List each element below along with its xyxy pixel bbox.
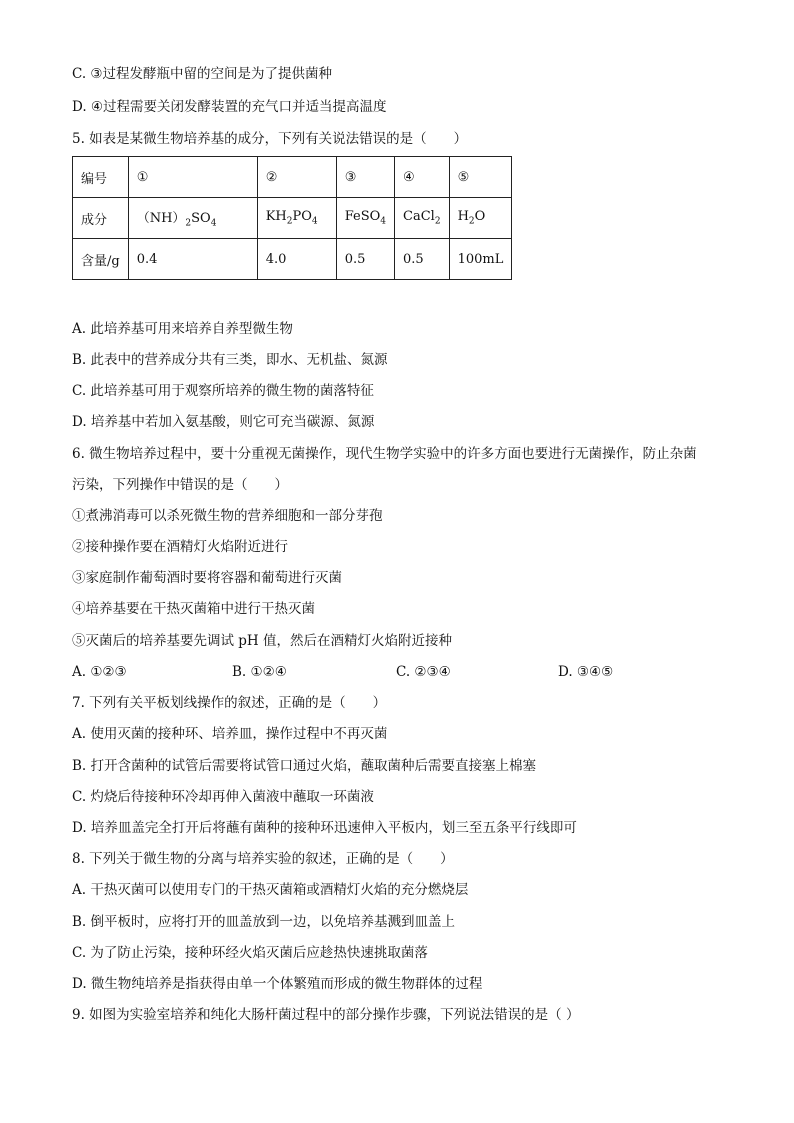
formula-part: PO [292,209,312,225]
q8-option-d: D. 微生物纯培养是指获得由单一个体繁殖而形成的微生物群体的过程 [72,976,483,992]
q5-option-d: D. 培养基中若加入氨基酸，则它可充当碳源、氮源 [72,414,375,430]
q6-statement-3: ③家庭制作葡萄酒时要将容器和葡萄进行灭菌 [72,570,342,586]
table-cell: 0.5 [395,239,450,280]
q6-stem-line1: 6. 微生物培养过程中，要十分重视无菌操作，现代生物学实验中的许多方面也要进行无菌操作，防止杂菌 [72,446,697,462]
formula-subscript: 2 [286,216,293,227]
q5-stem: 5. 如表是某微生物培养基的成分，下列有关说法错误的是（ ） [72,131,468,147]
q6-option-a: A. ①②③ [72,664,127,680]
table-cell: 编号 [73,157,129,198]
table-cell: ⑤ [449,157,512,198]
formula-part: H [457,209,469,225]
q7-option-b: B. 打开含菌种的试管后需要将试管口通过火焰，蘸取菌种后需要直接塞上棉塞 [72,758,537,774]
formula-subscript: 2 [185,218,192,229]
q8-option-c: C. 为了防止污染，接种环经火焰灭菌后应趁热快速挑取菌落 [72,945,428,961]
table-cell: 成分 [73,198,129,239]
q8-option-a: A. 干热灭菌可以使用专门的干热灭菌箱或酒精灯火焰的充分燃烧层 [72,882,469,898]
q6-statement-2: ②接种操作要在酒精灯火焰附近进行 [72,539,288,555]
q6-option-d: D. ③④⑤ [558,664,614,680]
table-row-amount [73,239,512,280]
q6-stem-line2: 污染，下列操作中错误的是（ ） [72,477,288,493]
q7-option-a: A. 使用灭菌的接种环、培养皿，操作过程中不再灭菌 [72,726,388,742]
formula-subscript: 2 [434,216,441,227]
table-cell: ② [257,157,336,198]
q5-option-b: B. 此表中的营养成分共有三类，即水、无机盐、氮源 [72,352,388,368]
table-cell: ④ [395,157,450,198]
medium-composition-table [72,156,512,280]
table-cell: 0.5 [336,239,394,280]
q6-statement-1: ①煮沸消毒可以杀死微生物的营养细胞和一部分芽孢 [72,508,383,524]
table-cell [257,198,336,239]
table-cell: 含量/g [73,239,129,280]
formula-subscript: 4 [380,216,387,227]
formula-part: （NH） [136,211,186,227]
formula-subscript: 4 [210,218,217,229]
q4-option-d: D. ④过程需要关闭发酵装置的充气口并适当提高温度 [72,99,387,115]
formula-part: CaCl [403,209,435,225]
q7-option-d: D. 培养皿盖完全打开后将蘸有菌种的接种环迅速伸入平板内，划三至五条平行线即可 [72,820,577,836]
q4-option-c: C. ③过程发酵瓶中留的空间是为了提供菌种 [72,66,333,82]
q5-option-c: C. 此培养基可用于观察所培养的微生物的菌落特征 [72,383,374,399]
formula-part: SO [191,211,211,227]
q9-stem: 9. 如图为实验室培养和纯化大肠杆菌过程中的部分操作步骤，下列说法错误的是（ ） [72,1007,580,1023]
table-cell: ① [128,157,257,198]
q6-option-b: B. ①②④ [232,664,287,680]
q6-option-c: C. ②③④ [396,664,451,680]
table-cell: 0.4 [128,239,257,280]
q7-stem: 7. 下列有关平板划线操作的叙述，正确的是（ ） [72,695,387,711]
formula-part: KH [265,209,287,225]
table-cell [336,198,394,239]
table-row-components [73,198,512,239]
table-cell: 4.0 [257,239,336,280]
table-cell [128,198,257,239]
q6-statement-4: ④培养基要在干热灭菌箱中进行干热灭菌 [72,601,315,617]
q7-option-c: C. 灼烧后待接种环冷却再伸入菌液中蘸取一环菌液 [72,789,374,805]
formula-subscript: 4 [311,216,318,227]
table-cell [449,198,512,239]
table-cell: 100mL [449,239,512,280]
q8-option-b: B. 倒平板时，应将打开的皿盖放到一边，以免培养基溅到皿盖上 [72,914,456,930]
formula-part: O [474,209,486,225]
q8-stem: 8. 下列关于微生物的分离与培养实验的叙述，正确的是（ ） [72,851,454,867]
q6-statement-5: ⑤灭菌后的培养基要先调试 pH 值，然后在酒精灯火焰附近接种 [72,633,452,649]
table-cell: ③ [336,157,394,198]
table-cell [395,198,450,239]
table-row-number [73,157,512,198]
formula-part: FeSO [344,209,381,225]
formula-subscript: 2 [468,216,475,227]
q5-option-a: A. 此培养基可用来培养自养型微生物 [72,321,293,337]
